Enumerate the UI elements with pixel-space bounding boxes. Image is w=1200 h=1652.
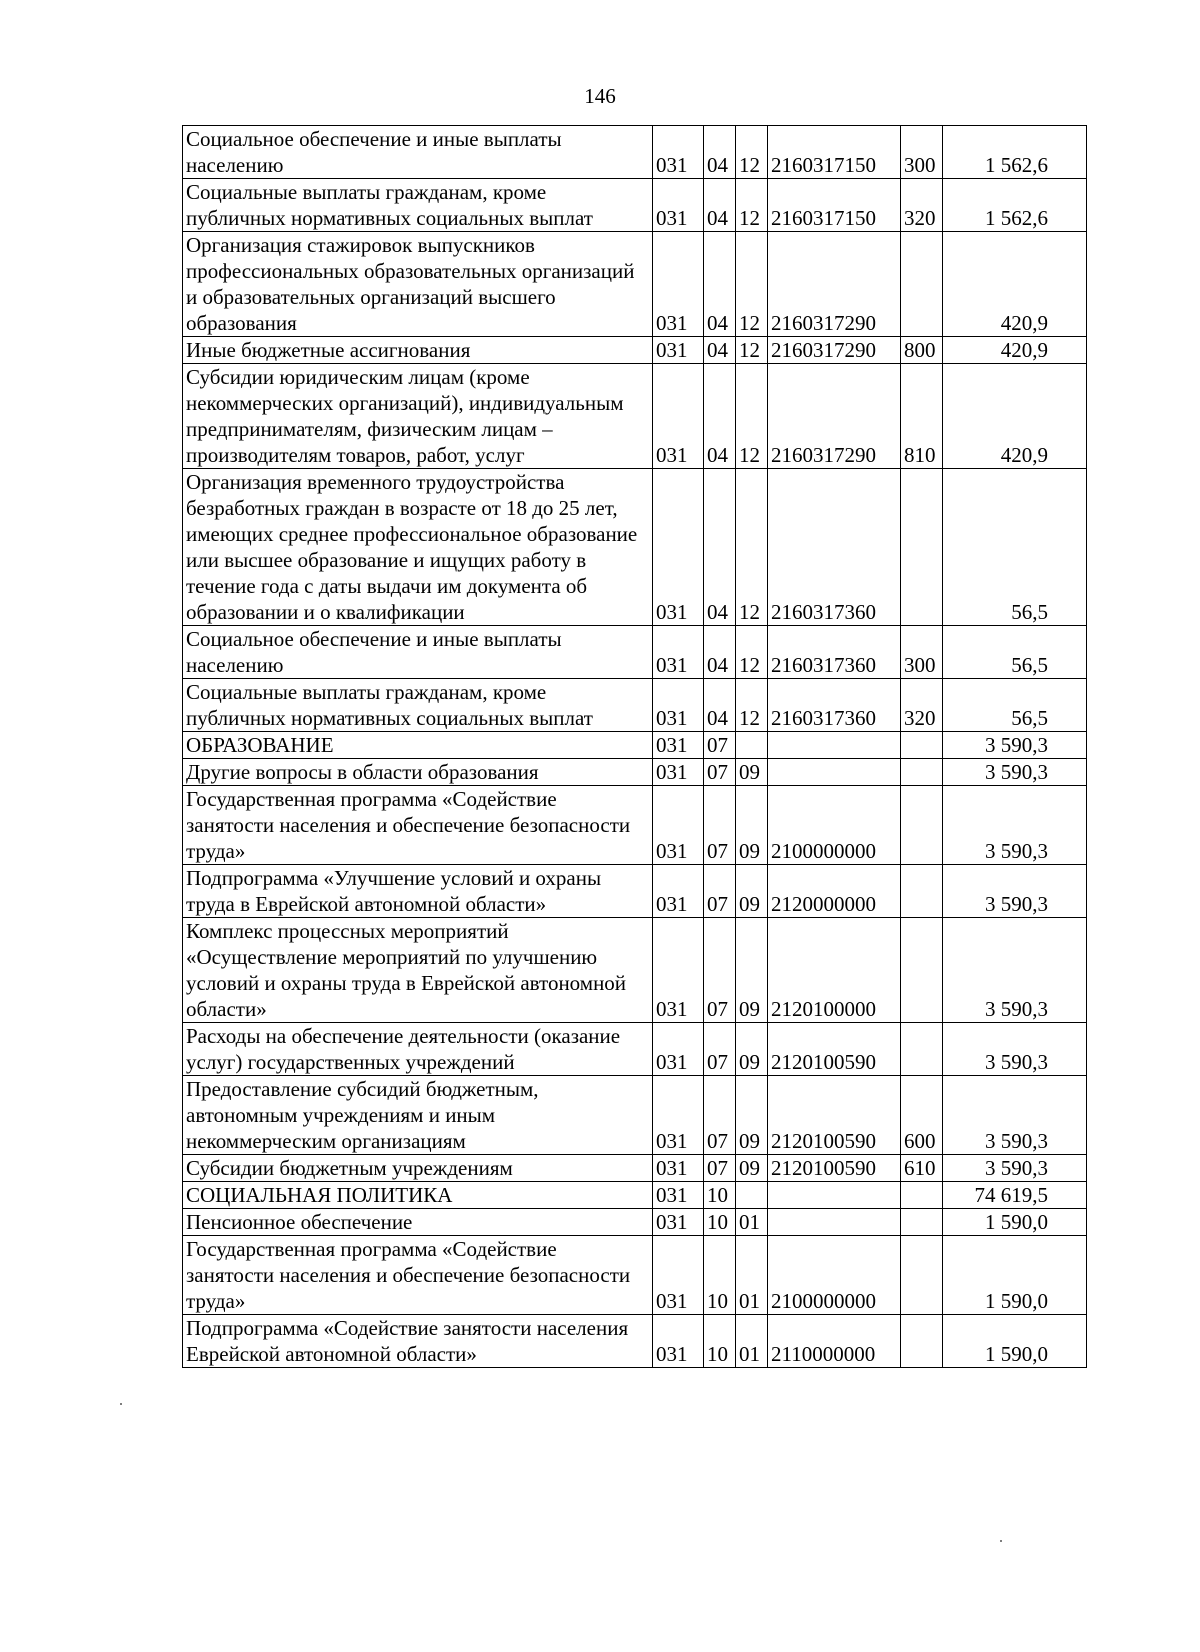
cell-grbs: 031 bbox=[653, 337, 704, 364]
cell-grbs: 031 bbox=[653, 126, 704, 179]
cell-subsection: 12 bbox=[736, 469, 768, 626]
cell-section: 04 bbox=[704, 679, 736, 732]
cell-section: 04 bbox=[704, 469, 736, 626]
cell-target-article: 2120000000 bbox=[768, 865, 901, 918]
cell-name: Подпрограмма «Улучшение условий и охраны труда в Еврейской автономной области» bbox=[183, 865, 653, 918]
cell-section: 04 bbox=[704, 126, 736, 179]
table-row bbox=[183, 1023, 1087, 1076]
table-row bbox=[183, 732, 1087, 759]
cell-expense-type: 810 bbox=[901, 364, 943, 469]
cell-subsection: 09 bbox=[736, 1023, 768, 1076]
cell-target-article: 2160317360 bbox=[768, 469, 901, 626]
cell-name: Организация стажировок выпускников профессиональных образовательных организаций и образовательных организаций высшего образования bbox=[183, 232, 653, 337]
cell-amount: 420,9 bbox=[943, 364, 1087, 469]
cell-subsection: 09 bbox=[736, 1076, 768, 1155]
cell-expense-type bbox=[901, 918, 943, 1023]
cell-target-article: 2160317290 bbox=[768, 337, 901, 364]
cell-target-article: 2120100590 bbox=[768, 1023, 901, 1076]
cell-name: Социальные выплаты гражданам, кроме публичных нормативных социальных выплат bbox=[183, 679, 653, 732]
table-row bbox=[183, 1155, 1087, 1182]
cell-amount: 1 562,6 bbox=[943, 179, 1087, 232]
cell-amount: 56,5 bbox=[943, 469, 1087, 626]
cell-name: Пенсионное обеспечение bbox=[183, 1209, 653, 1236]
cell-section: 10 bbox=[704, 1315, 736, 1368]
cell-name: Социальное обеспечение и иные выплаты населению bbox=[183, 626, 653, 679]
cell-target-article: 2120100590 bbox=[768, 1155, 901, 1182]
cell-grbs: 031 bbox=[653, 1209, 704, 1236]
cell-subsection: 01 bbox=[736, 1315, 768, 1368]
cell-grbs: 031 bbox=[653, 1236, 704, 1315]
cell-section: 10 bbox=[704, 1209, 736, 1236]
table-row bbox=[183, 626, 1087, 679]
cell-grbs: 031 bbox=[653, 679, 704, 732]
cell-target-article bbox=[768, 759, 901, 786]
cell-grbs: 031 bbox=[653, 865, 704, 918]
cell-grbs: 031 bbox=[653, 179, 704, 232]
cell-name: Организация временного трудоустройства безработных граждан в возрасте от 18 до 25 лет, имеющих среднее профессиональное образование или высшее образование и ищущих работу в течение года с даты выдачи им документа об образовании и о квалификации bbox=[183, 469, 653, 626]
cell-expense-type: 600 bbox=[901, 1076, 943, 1155]
cell-section: 04 bbox=[704, 232, 736, 337]
table-row bbox=[183, 865, 1087, 918]
budget-table-body bbox=[183, 126, 1087, 1368]
cell-name: Субсидии бюджетным учреждениям bbox=[183, 1155, 653, 1182]
cell-subsection: 12 bbox=[736, 126, 768, 179]
cell-expense-type: 300 bbox=[901, 126, 943, 179]
cell-section: 04 bbox=[704, 337, 736, 364]
cell-name: Государственная программа «Содействие занятости населения и обеспечение безопасности труда» bbox=[183, 786, 653, 865]
cell-amount: 1 590,0 bbox=[943, 1209, 1087, 1236]
cell-amount: 3 590,3 bbox=[943, 786, 1087, 865]
table-row bbox=[183, 179, 1087, 232]
cell-target-article: 2160317290 bbox=[768, 364, 901, 469]
cell-name: Расходы на обеспечение деятельности (оказание услуг) государственных учреждений bbox=[183, 1023, 653, 1076]
cell-expense-type bbox=[901, 1236, 943, 1315]
table-row bbox=[183, 1315, 1087, 1368]
table-row bbox=[183, 1182, 1087, 1209]
cell-grbs: 031 bbox=[653, 232, 704, 337]
table-row bbox=[183, 337, 1087, 364]
scan-speck bbox=[120, 1403, 122, 1405]
cell-section: 04 bbox=[704, 179, 736, 232]
cell-amount: 1 562,6 bbox=[943, 126, 1087, 179]
cell-name: Комплекс процессных мероприятий «Осуществление мероприятий по улучшению условий и охраны труда в Еврейской автономной области» bbox=[183, 918, 653, 1023]
cell-subsection: 09 bbox=[736, 759, 768, 786]
cell-section: 07 bbox=[704, 786, 736, 865]
cell-subsection: 09 bbox=[736, 786, 768, 865]
cell-section: 10 bbox=[704, 1182, 736, 1209]
cell-grbs: 031 bbox=[653, 918, 704, 1023]
cell-grbs: 031 bbox=[653, 1155, 704, 1182]
cell-expense-type bbox=[901, 865, 943, 918]
cell-expense-type bbox=[901, 469, 943, 626]
cell-expense-type bbox=[901, 1182, 943, 1209]
cell-name: Другие вопросы в области образования bbox=[183, 759, 653, 786]
cell-name: ОБРАЗОВАНИЕ bbox=[183, 732, 653, 759]
cell-target-article: 2100000000 bbox=[768, 1236, 901, 1315]
cell-name: СОЦИАЛЬНАЯ ПОЛИТИКА bbox=[183, 1182, 653, 1209]
cell-name: Иные бюджетные ассигнования bbox=[183, 337, 653, 364]
cell-target-article: 2160317360 bbox=[768, 679, 901, 732]
cell-grbs: 031 bbox=[653, 1076, 704, 1155]
cell-amount: 1 590,0 bbox=[943, 1236, 1087, 1315]
cell-name: Социальное обеспечение и иные выплаты населению bbox=[183, 126, 653, 179]
cell-amount: 56,5 bbox=[943, 679, 1087, 732]
cell-target-article bbox=[768, 1182, 901, 1209]
cell-amount: 1 590,0 bbox=[943, 1315, 1087, 1368]
cell-subsection: 12 bbox=[736, 232, 768, 337]
cell-amount: 3 590,3 bbox=[943, 759, 1087, 786]
cell-amount: 3 590,3 bbox=[943, 1155, 1087, 1182]
cell-section: 07 bbox=[704, 732, 736, 759]
cell-amount: 3 590,3 bbox=[943, 865, 1087, 918]
cell-target-article: 2110000000 bbox=[768, 1315, 901, 1368]
cell-section: 04 bbox=[704, 364, 736, 469]
table-row bbox=[183, 679, 1087, 732]
cell-subsection: 12 bbox=[736, 626, 768, 679]
cell-target-article bbox=[768, 732, 901, 759]
cell-name: Государственная программа «Содействие занятости населения и обеспечение безопасности труда» bbox=[183, 1236, 653, 1315]
cell-amount: 420,9 bbox=[943, 337, 1087, 364]
cell-target-article: 2160317360 bbox=[768, 626, 901, 679]
cell-section: 10 bbox=[704, 1236, 736, 1315]
cell-grbs: 031 bbox=[653, 1315, 704, 1368]
cell-amount: 3 590,3 bbox=[943, 918, 1087, 1023]
cell-expense-type bbox=[901, 759, 943, 786]
cell-subsection: 01 bbox=[736, 1236, 768, 1315]
cell-name: Субсидии юридическим лицам (кроме некоммерческих организаций), индивидуальным предпринимателям, физическим лицам – производителям товаров, работ, услуг bbox=[183, 364, 653, 469]
cell-target-article bbox=[768, 1209, 901, 1236]
cell-subsection bbox=[736, 1182, 768, 1209]
cell-amount: 420,9 bbox=[943, 232, 1087, 337]
table-row bbox=[183, 918, 1087, 1023]
table-row bbox=[183, 469, 1087, 626]
cell-name: Предоставление субсидий бюджетным, автономным учреждениям и иным некоммерческим организациям bbox=[183, 1076, 653, 1155]
table-row bbox=[183, 232, 1087, 337]
cell-section: 07 bbox=[704, 1023, 736, 1076]
cell-expense-type bbox=[901, 1209, 943, 1236]
cell-name: Социальные выплаты гражданам, кроме публичных нормативных социальных выплат bbox=[183, 179, 653, 232]
cell-subsection: 12 bbox=[736, 679, 768, 732]
cell-section: 07 bbox=[704, 918, 736, 1023]
cell-subsection: 09 bbox=[736, 1155, 768, 1182]
cell-target-article: 2160317150 bbox=[768, 179, 901, 232]
cell-name: Подпрограмма «Содействие занятости населения Еврейской автономной области» bbox=[183, 1315, 653, 1368]
cell-section: 04 bbox=[704, 626, 736, 679]
cell-amount: 74 619,5 bbox=[943, 1182, 1087, 1209]
cell-expense-type: 320 bbox=[901, 679, 943, 732]
cell-expense-type bbox=[901, 732, 943, 759]
scan-speck bbox=[1000, 1540, 1002, 1542]
cell-subsection: 12 bbox=[736, 364, 768, 469]
cell-grbs: 031 bbox=[653, 786, 704, 865]
cell-expense-type bbox=[901, 1023, 943, 1076]
table-row bbox=[183, 786, 1087, 865]
cell-subsection bbox=[736, 732, 768, 759]
table-row bbox=[183, 1236, 1087, 1315]
cell-expense-type: 800 bbox=[901, 337, 943, 364]
cell-target-article: 2160317150 bbox=[768, 126, 901, 179]
cell-subsection: 09 bbox=[736, 865, 768, 918]
cell-expense-type bbox=[901, 232, 943, 337]
cell-subsection: 12 bbox=[736, 179, 768, 232]
cell-grbs: 031 bbox=[653, 469, 704, 626]
table-row bbox=[183, 1076, 1087, 1155]
table-row bbox=[183, 364, 1087, 469]
cell-grbs: 031 bbox=[653, 759, 704, 786]
cell-grbs: 031 bbox=[653, 364, 704, 469]
cell-expense-type: 320 bbox=[901, 179, 943, 232]
cell-target-article: 2160317290 bbox=[768, 232, 901, 337]
cell-section: 07 bbox=[704, 865, 736, 918]
cell-section: 07 bbox=[704, 1076, 736, 1155]
cell-expense-type bbox=[901, 786, 943, 865]
cell-amount: 3 590,3 bbox=[943, 1023, 1087, 1076]
table-row bbox=[183, 1209, 1087, 1236]
cell-target-article: 2120100000 bbox=[768, 918, 901, 1023]
cell-grbs: 031 bbox=[653, 732, 704, 759]
cell-target-article: 2100000000 bbox=[768, 786, 901, 865]
cell-section: 07 bbox=[704, 759, 736, 786]
cell-subsection: 01 bbox=[736, 1209, 768, 1236]
cell-grbs: 031 bbox=[653, 1023, 704, 1076]
table-row bbox=[183, 126, 1087, 179]
cell-subsection: 12 bbox=[736, 337, 768, 364]
cell-target-article: 2120100590 bbox=[768, 1076, 901, 1155]
cell-amount: 56,5 bbox=[943, 626, 1087, 679]
cell-expense-type: 610 bbox=[901, 1155, 943, 1182]
cell-expense-type: 300 bbox=[901, 626, 943, 679]
cell-amount: 3 590,3 bbox=[943, 1076, 1087, 1155]
cell-grbs: 031 bbox=[653, 1182, 704, 1209]
cell-expense-type bbox=[901, 1315, 943, 1368]
cell-section: 07 bbox=[704, 1155, 736, 1182]
cell-grbs: 031 bbox=[653, 626, 704, 679]
cell-amount: 3 590,3 bbox=[943, 732, 1087, 759]
budget-table bbox=[182, 125, 1087, 1368]
page-number: 146 bbox=[584, 84, 616, 108]
cell-subsection: 09 bbox=[736, 918, 768, 1023]
table-row bbox=[183, 759, 1087, 786]
